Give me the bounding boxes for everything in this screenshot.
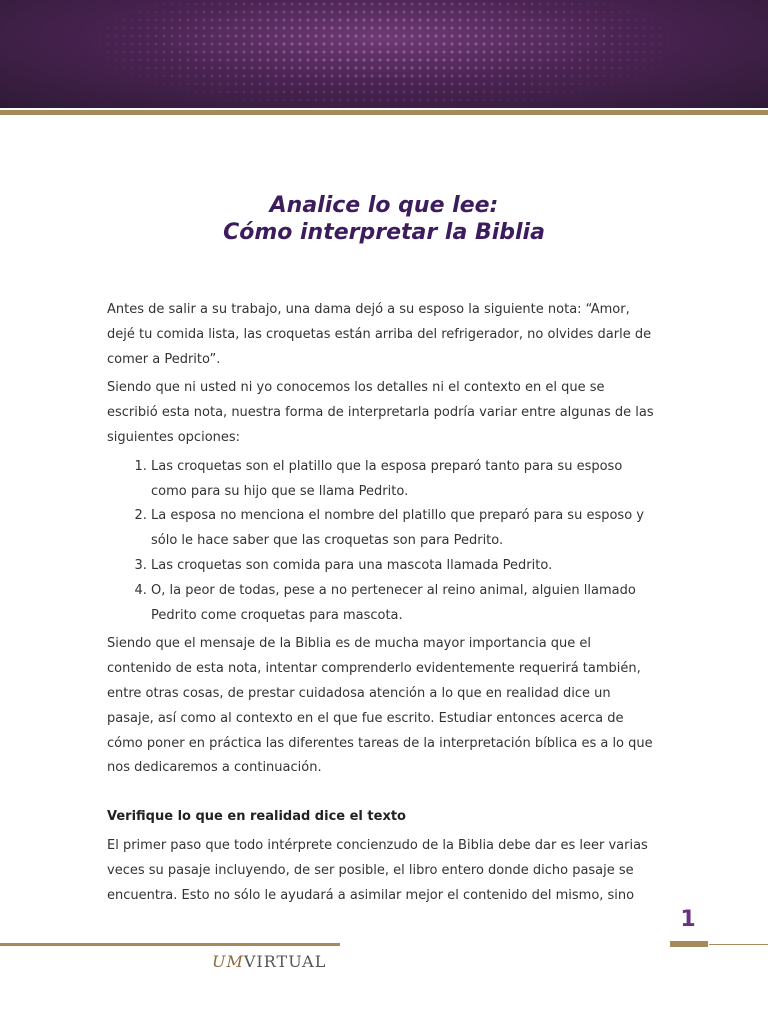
- page-title: [0, 192, 768, 246]
- title-line-2: Cómo interpretar la Biblia: [223, 220, 545, 245]
- options-list: [107, 455, 659, 629]
- page-number: 1: [680, 907, 696, 932]
- title-line-1: Analice lo que lee:: [269, 193, 499, 218]
- footer-divider-left: [0, 943, 340, 946]
- section-heading: Verifique lo que en realidad dice el texto: [107, 809, 406, 825]
- list-item: 3. Las croquetas son comida para una mascota llamada Pedrito.: [151, 554, 659, 579]
- header-banner: [0, 0, 768, 108]
- paragraph-context: Siendo que ni usted ni yo conocemos los detalles ni el contexto en el que se escribió esta nota, nuestra forma de interpretarla podría variar entre algunas de las siguientes opciones:: [107, 380, 654, 445]
- list-item: 1. Las croquetas son el platillo que la esposa preparó tanto para su esposo como para su hijo que se llama Pedrito.: [151, 455, 659, 505]
- list-item: 2. La esposa no menciona el nombre del platillo que preparó para su esposo y sólo le hace saber que las croquetas son para Pedrito.: [151, 504, 659, 554]
- paragraph-bible-message: Siendo que el mensaje de la Biblia es de mucha mayor importancia que el contenido de esta nota, intentar comprenderlo evidentemente requerirá también, entre otras cosas, de prestar cuidadosa atención a lo que en realidad dice un pasaje, así como al contexto en el que fue escrito. Estudiar entonces acerca de cómo poner en práctica las diferentes tareas de la interpretación bíblica es a lo que nos dedicaremos a continuación.: [107, 636, 653, 776]
- paragraph-intro: Antes de salir a su trabajo, una dama dejó a su esposo la siguiente nota: “Amor, dejé tu comida lista, las croquetas están arriba del refrigerador, no olvides darle de comer a Pedrito”.: [107, 302, 652, 367]
- logo-um: UM: [212, 952, 244, 971]
- list-item: 4. O, la peor de todas, pese a no pertenecer al reino animal, alguien llamado Pedrito come croquetas para mascota.: [151, 579, 659, 629]
- world-map-dots: [0, 0, 768, 108]
- paragraph-first-step: El primer paso que todo intérprete concienzudo de la Biblia debe dar es leer varias veces su pasaje incluyendo, de ser posible, el libro entero donde dicho pasaje se encuentra. Esto no sólo le ayudará a asimilar mejor el contenido del mismo, sino: [107, 837, 648, 903]
- logo-virtual: VIRTUAL: [243, 952, 327, 971]
- document-body: [107, 298, 659, 912]
- header-divider: [0, 110, 768, 115]
- page-number-bar: [670, 941, 708, 947]
- umvirtual-logo: [212, 952, 342, 976]
- footer-divider-right: [709, 944, 768, 945]
